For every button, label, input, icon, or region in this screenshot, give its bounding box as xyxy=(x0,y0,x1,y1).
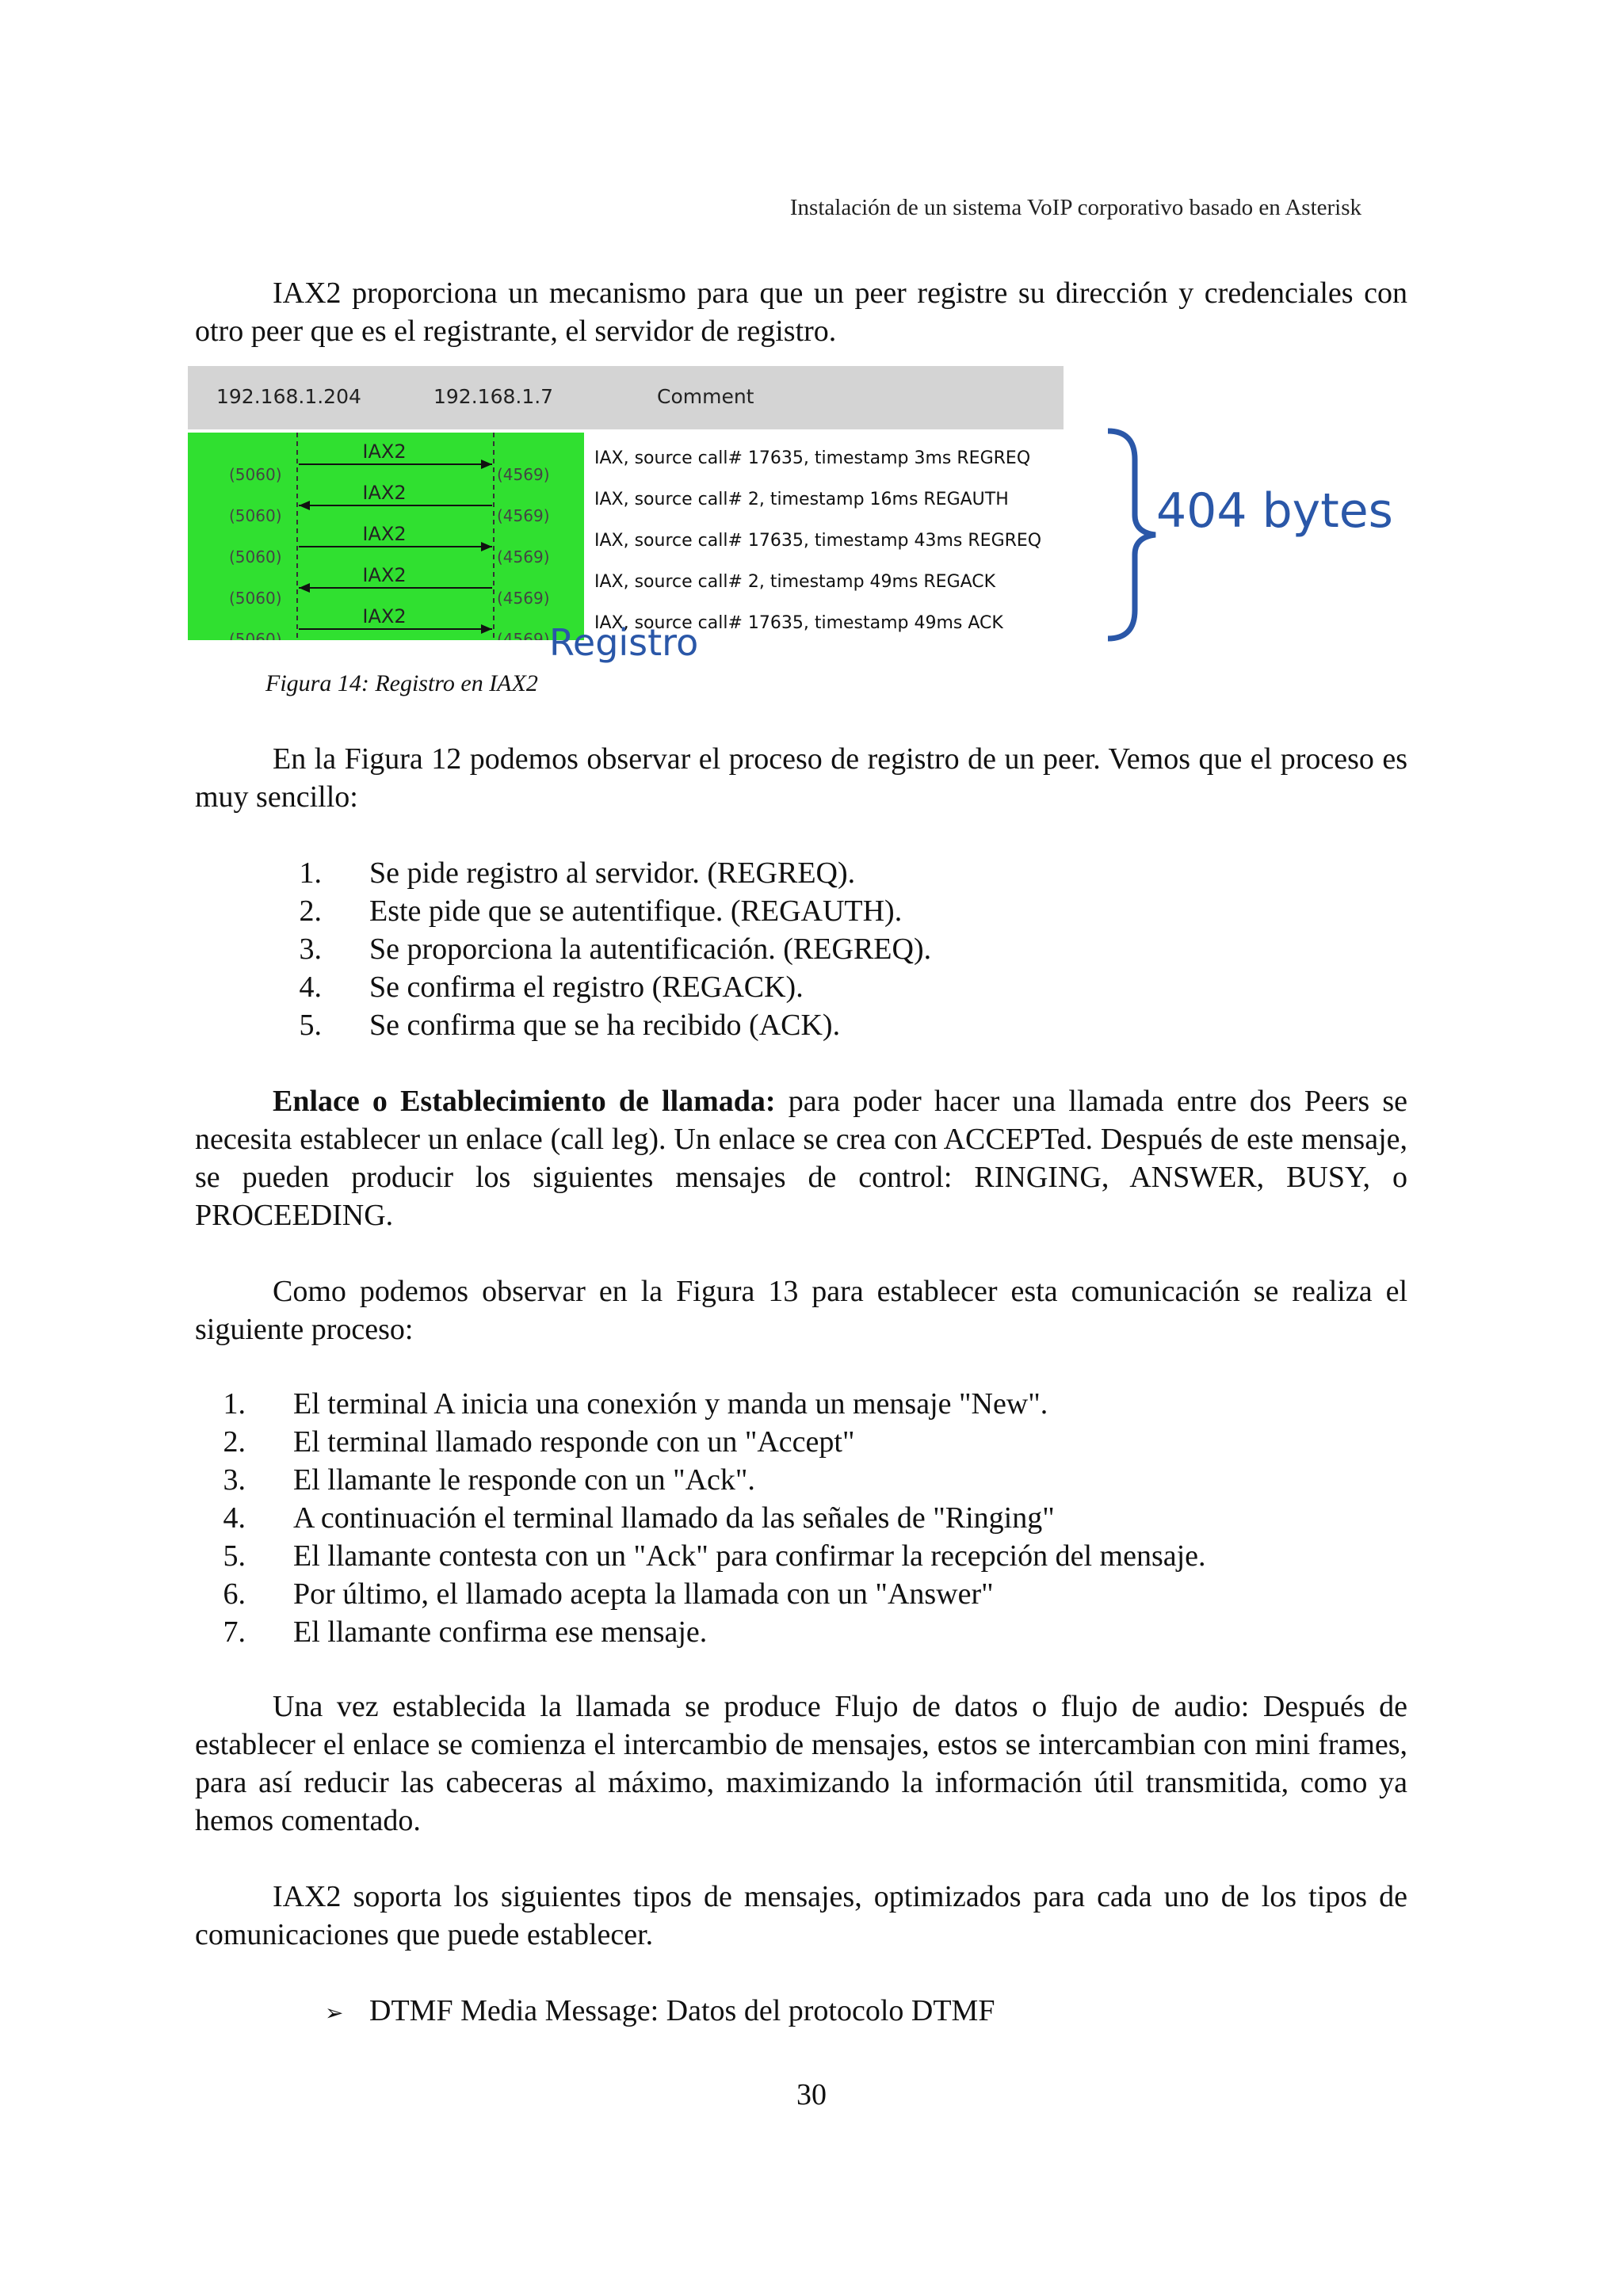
call-steps-list xyxy=(211,1385,1206,1651)
list-item: 6. Por último, el llamado acepta la llamada con un "Answer" xyxy=(223,1577,994,1611)
figure-iax2-registration xyxy=(188,366,1407,675)
paragraph-registro xyxy=(195,740,1407,816)
port-left-label: (5060) xyxy=(229,465,282,484)
running-header: Instalación de un sistema VoIP corporativo basado en Asterisk xyxy=(789,195,1361,220)
port-right-label: (4569) xyxy=(497,506,550,525)
port-left-label: (5060) xyxy=(229,589,282,608)
bullet-text: DTMF Media Message: Datos del protocolo DTMF xyxy=(369,1994,995,2027)
port-right-label: (4569) xyxy=(497,630,550,640)
flow-graph-svg xyxy=(188,433,584,640)
paragraph-proceso-text: Como podemos observar en la Figura 13 para establecer esta comunicación se realiza el siguiente proceso: xyxy=(195,1275,1407,1346)
message-comment: IAX, source call# 2, timestamp 16ms REGAUTH xyxy=(594,490,1009,509)
arrowhead-icon xyxy=(299,501,310,510)
list-item: 5. El llamante contesta con un "Ack" para confirmar la recepción del mensaje. xyxy=(223,1539,1206,1573)
flow-rows xyxy=(229,441,550,640)
intro-text: IAX2 proporciona un mecanismo para que un peer registre su dirección y credenciales con otro peer que es el registrante, el servidor de registro. xyxy=(195,277,1407,348)
registro-label: Registro xyxy=(549,621,699,664)
port-left-label: (5060) xyxy=(229,630,282,640)
flow-graph xyxy=(188,433,584,640)
col-left-ip: 192.168.1.204 xyxy=(216,385,361,408)
protocol-label: IAX2 xyxy=(362,523,407,545)
list-item: 5. Se confirma que se ha recibido (ACK). xyxy=(299,1009,841,1042)
paragraph-tipos xyxy=(195,1878,1407,1954)
port-left-label: (5060) xyxy=(229,506,282,525)
arrowhead-icon xyxy=(481,460,492,469)
paragraph-tipos-text: IAX2 soporta los siguientes tipos de mensajes, optimizados para cada uno de los tipos de comunicaciones que puede establecer. xyxy=(195,1880,1407,1951)
registration-steps-list xyxy=(287,854,931,1044)
paragraph-enlace-text: para poder hacer una llamada entre dos Peers se necesita establecer un enlace (call leg). Un enlace se crea con ACCEPTed. Después de este mensaje, se pueden producir los siguientes mensajes de control: RINGING, ANSWER, BUSY, o PROCEEDING. xyxy=(195,1085,1407,1232)
list-item: 2. Este pide que se autentifique. (REGAUTH). xyxy=(299,894,903,928)
paragraph-enlace-bold: Enlace o Establecimiento de llamada: xyxy=(273,1085,776,1118)
bullet-item xyxy=(325,1992,995,2033)
arrowhead-icon xyxy=(299,583,310,593)
paragraph-proceso xyxy=(195,1272,1407,1348)
arrowhead-icon xyxy=(481,624,492,634)
col-right-ip: 192.168.1.7 xyxy=(433,385,554,408)
port-left-label: (5060) xyxy=(229,547,282,566)
list-item: 1. El terminal A inicia una conexión y manda un mensaje "New". xyxy=(223,1387,1048,1421)
bytes-label: 404 bytes xyxy=(1156,483,1393,539)
figure-column-header xyxy=(188,366,1064,429)
arrowhead-icon xyxy=(481,542,492,551)
message-comment: IAX, source call# 17635, timestamp 3ms REGREQ xyxy=(594,448,1031,468)
message-comment: IAX, source call# 17635, timestamp 49ms ACK xyxy=(594,613,1003,633)
list-item: 2. El terminal llamado responde con un "Accept" xyxy=(223,1425,855,1459)
figure-caption: Figura 14: Registro en IAX2 xyxy=(265,670,538,696)
paragraph-registro-text: En la Figura 12 podemos observar el proceso de registro de un peer. Vemos que el proceso es muy sencillo: xyxy=(195,742,1407,814)
list-item: 4. Se confirma el registro (REGACK). xyxy=(299,971,804,1004)
list-item: 4. A continuación el terminal llamado da las señales de "Ringing" xyxy=(223,1501,1055,1535)
paragraph-flujo-text: Una vez establecida la llamada se produce Flujo de datos o flujo de audio: Después de establecer el enlace se comienza el intercambio de mensajes, estos se intercambian con mini frames, para así reducir las cabeceras al máximo, maximizando la información útil transmitida, como ya hemos comentado. xyxy=(195,1690,1407,1837)
list-item: 7. El llamante confirma ese mensaje. xyxy=(223,1615,708,1649)
protocol-label: IAX2 xyxy=(362,605,407,627)
message-comment: IAX, source call# 17635, timestamp 43ms REGREQ xyxy=(594,531,1042,551)
message-comment: IAX, source call# 2, timestamp 49ms REGACK xyxy=(594,572,996,592)
list-item: 3. Se proporciona la autentificación. (REGREQ). xyxy=(299,933,932,966)
intro-paragraph xyxy=(195,274,1407,350)
protocol-label: IAX2 xyxy=(362,441,407,463)
curly-brace-icon xyxy=(1103,428,1159,642)
port-right-label: (4569) xyxy=(497,589,550,608)
port-right-label: (4569) xyxy=(497,547,550,566)
list-item: 1. Se pide registro al servidor. (REGREQ). xyxy=(299,856,856,890)
list-item: 3. El llamante le responde con un "Ack". xyxy=(223,1463,755,1497)
protocol-label: IAX2 xyxy=(362,482,407,504)
paragraph-enlace xyxy=(195,1082,1407,1234)
port-right-label: (4569) xyxy=(497,465,550,484)
page-number: 30 xyxy=(796,2078,827,2111)
protocol-label: IAX2 xyxy=(362,564,407,586)
arrow-bullet-icon: ➢ xyxy=(325,2001,344,2026)
col-comment: Comment xyxy=(657,385,754,408)
paragraph-flujo xyxy=(195,1688,1407,1840)
